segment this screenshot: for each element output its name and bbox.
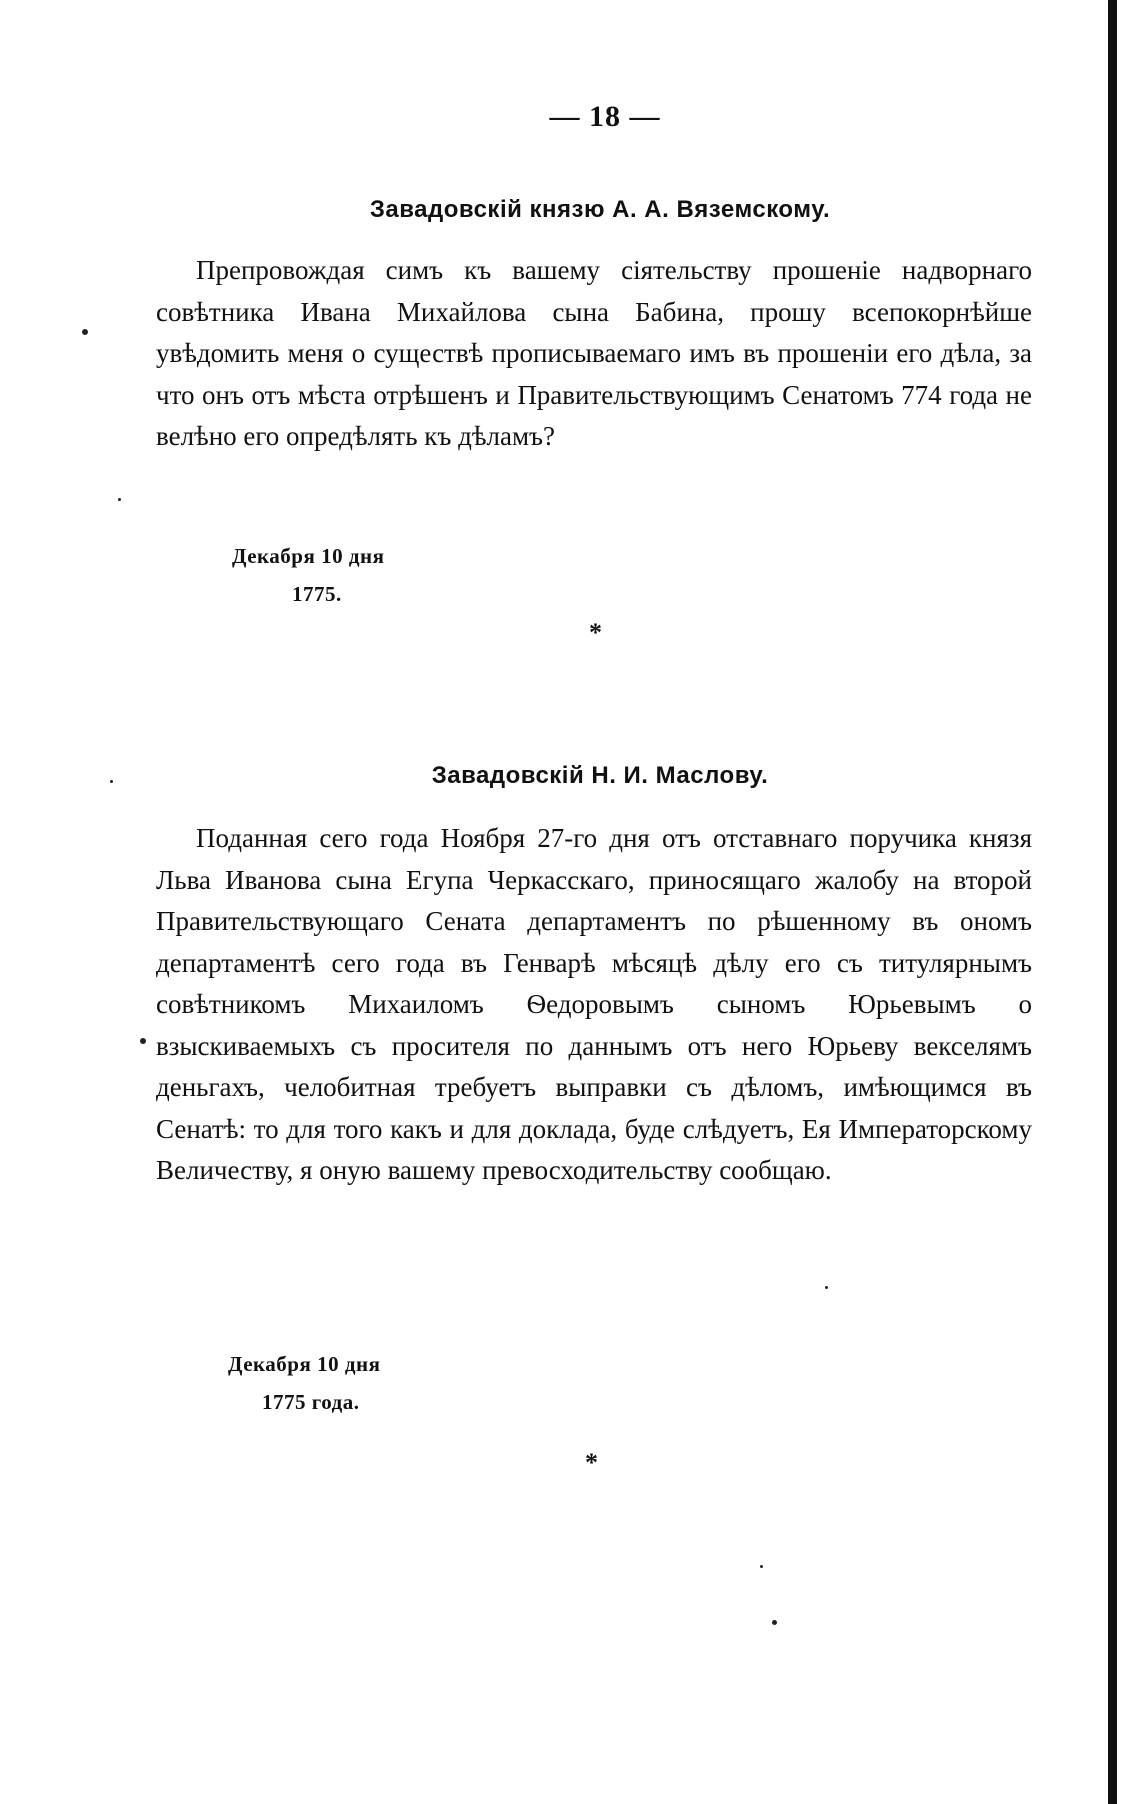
letter-1-date-year: 1775. bbox=[292, 582, 342, 606]
letter-2-heading: Завадовскій Н. И. Маслову. bbox=[431, 762, 769, 789]
letter-1-date-day: Декабря 10 дня bbox=[232, 544, 385, 568]
letter-2-body-text: Поданная сего года Ноября 27-го дня отъ отставнаго поручика князя Льва Иванова сына Егупа Черкасскаго, приносящаго жалобу на второй Правительствующаго Сената департаментъ по рѣшенному въ ономъ департаментѣ сего года въ Генварѣ мѣсяцѣ дѣлу его съ титулярнымъ совѣтникомъ Михаиломъ Ѳедоровымъ сыномъ Юрьевымъ о взыскиваемыхъ съ просителя по даннымъ отъ него Юрьеву векселямъ деньгахъ, челобитная требуетъ выправки съ дѣломъ, имѣющимся въ Сенатѣ: то для того какъ и для доклада, буде слѣдуетъ, Ея Императорскому Величеству, я оную вашему превосходительству сообщаю. bbox=[156, 823, 1032, 1185]
page-number: — 18 — bbox=[549, 100, 661, 133]
scan-speck bbox=[140, 1038, 146, 1044]
letter-2-body bbox=[156, 818, 1032, 1192]
scan-speck bbox=[760, 1565, 763, 1568]
scan-speck bbox=[118, 498, 121, 501]
page-edge-border bbox=[1108, 0, 1117, 1804]
scan-speck bbox=[772, 1620, 777, 1625]
letter-2-date-day: Декабря 10 дня bbox=[228, 1352, 381, 1376]
letter-2-date-year: 1775 года. bbox=[262, 1390, 360, 1414]
scan-speck bbox=[825, 1286, 828, 1289]
letter-1-body bbox=[156, 250, 1032, 458]
scan-speck bbox=[110, 780, 113, 783]
scan-speck bbox=[82, 329, 88, 335]
section-separator-2: * bbox=[585, 1448, 598, 1477]
section-separator-1: * bbox=[589, 618, 602, 647]
letter-1-body-text: Препровождая симъ къ вашему сіятельству прошеніе надворнаго совѣтника Ивана Михайлова сына Бабина, прошу всепокорнѣйше увѣдомить меня о существѣ прописываемаго имъ въ прошеніи его дѣла, за что онъ отъ мѣста отрѣшенъ и Правительствующимъ Сенатомъ 774 года не велѣно его опредѣлять къ дѣламъ? bbox=[156, 255, 1032, 451]
letter-1-heading: Завадовскій князю А. А. Вяземскому. bbox=[369, 196, 831, 223]
